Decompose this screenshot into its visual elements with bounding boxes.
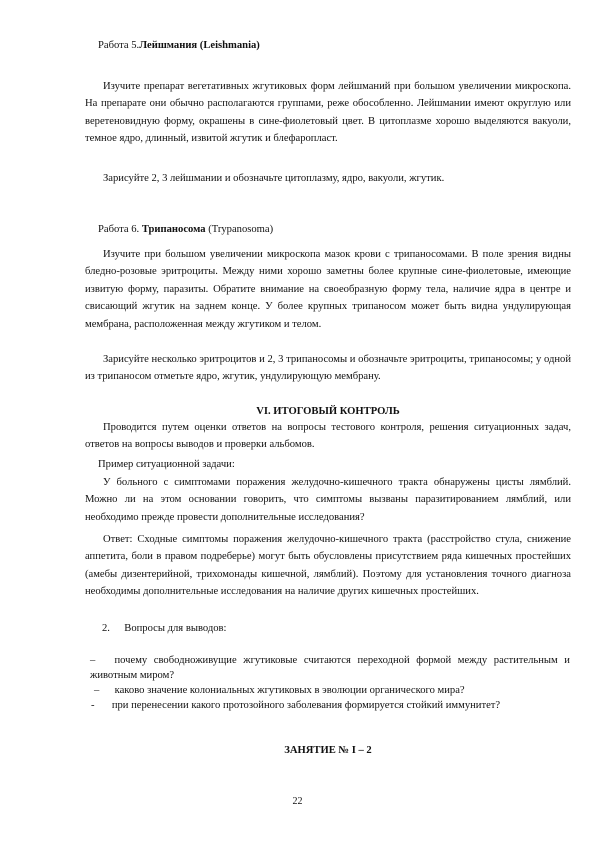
work5-paragraph-2: Зарисуйте 2, 3 лейшмании и обозначьте цитоплазму, ядро, вакуоли, жгутик. bbox=[103, 173, 445, 184]
page-number: 22 bbox=[292, 796, 303, 807]
work5-heading bbox=[98, 40, 260, 51]
questions-number: 2. bbox=[102, 623, 110, 634]
example-task-text: У больного с симптомами поражения желудочно-кишечного тракта обнаружены цисты лямблий. Можно ли на этом основании говорить, что симптомы вызваны паразитированием лямблий, или необходимо прежде провести дополнительные исследования? bbox=[85, 477, 571, 523]
questions-heading bbox=[102, 621, 227, 636]
question-text: почему свободноживущие жгутиковые считаются переходной формой между растительным и животным миром? bbox=[90, 655, 570, 681]
question-item bbox=[90, 653, 570, 683]
work6-paragraph-1: Изучите при большом увеличении микроскопа мазок крови с трипаносомами. В поле зрения видны бледно-розовые эритроциты. Между ними хорошо заметны более крупные сине-фиолетовые, имеющие извитую форму, паразиты. Обратите внимание на своеобразную форму тела, наличие ядра в центре и свисающий жгутик на заднем конце. У более крупных трипаносом может быть видна ундулирующая мембрана, расположенная между жгутиком и телом. bbox=[85, 249, 571, 330]
question-marker: – bbox=[90, 655, 96, 666]
question-marker: – bbox=[94, 685, 100, 696]
lesson-title: ЗАНЯТИЕ № I – 2 bbox=[284, 745, 372, 756]
work5-paragraph-1: Изучите препарат вегетативных жгутиковых форм лейшманий при большом увеличении микроскопа. На препарате они обычно располагаются группами, реже обособленно. Лейшмании имеют округлую или веретеновидную форму, окрашены в сине-фиолетовый цвет. В цитоплазме хорошо выделяются вакуоли, темное ядро, длинный, извитой жгутик и блефаропласт. bbox=[85, 81, 571, 145]
control-description: Проводится путем оценки ответов на вопросы тестового контроля, решения ситуационных задач, ответов на вопросы выводов и проверки альбомов. bbox=[85, 422, 571, 451]
section-title: VI. ИТОГОВЫЙ КОНТРОЛЬ bbox=[256, 406, 400, 417]
question-item bbox=[94, 683, 570, 698]
example-task-label: Пример ситуационной задачи: bbox=[98, 459, 235, 470]
question-marker: - bbox=[91, 700, 95, 711]
work6-latin-name: (Trypanosoma) bbox=[205, 224, 274, 235]
work6-prefix: Работа 6. bbox=[98, 224, 142, 235]
question-text: при перенесении какого протозойного заболевания формируется стойкий иммунитет? bbox=[111, 700, 501, 711]
work6-heading bbox=[98, 224, 273, 235]
questions-label: Вопросы для выводов: bbox=[124, 623, 227, 634]
work5-title: Лейшмания (Leishmania) bbox=[139, 40, 260, 51]
work5-prefix: Работа 5. bbox=[98, 40, 140, 51]
question-item bbox=[91, 698, 570, 713]
work6-paragraph-2: Зарисуйте несколько эритроцитов и 2, 3 трипаносомы и обозначьте эритроциты, трипаносомы; у одной из трипаносом отметьте ядро, жгутик, ундулирующую мембрану. bbox=[85, 354, 571, 383]
work6-title: Трипаносома bbox=[141, 224, 206, 235]
question-text: каково значение колониальных жгутиковых в эволюции органического мира? bbox=[114, 685, 465, 696]
example-answer-text: Ответ: Сходные симптомы поражения желудочно-кишечного тракта (расстройство стула, снижение аппетита, боли в правом подреберье) могут быть обусловлены присутствием ряда кишечных простейших (амебы дизентерийной, трихомонады кишечной, лямблий). Поэтому для установления точного диагноза необходимы дополнительные исследования на наличие других кишечных простейших. bbox=[85, 534, 571, 598]
